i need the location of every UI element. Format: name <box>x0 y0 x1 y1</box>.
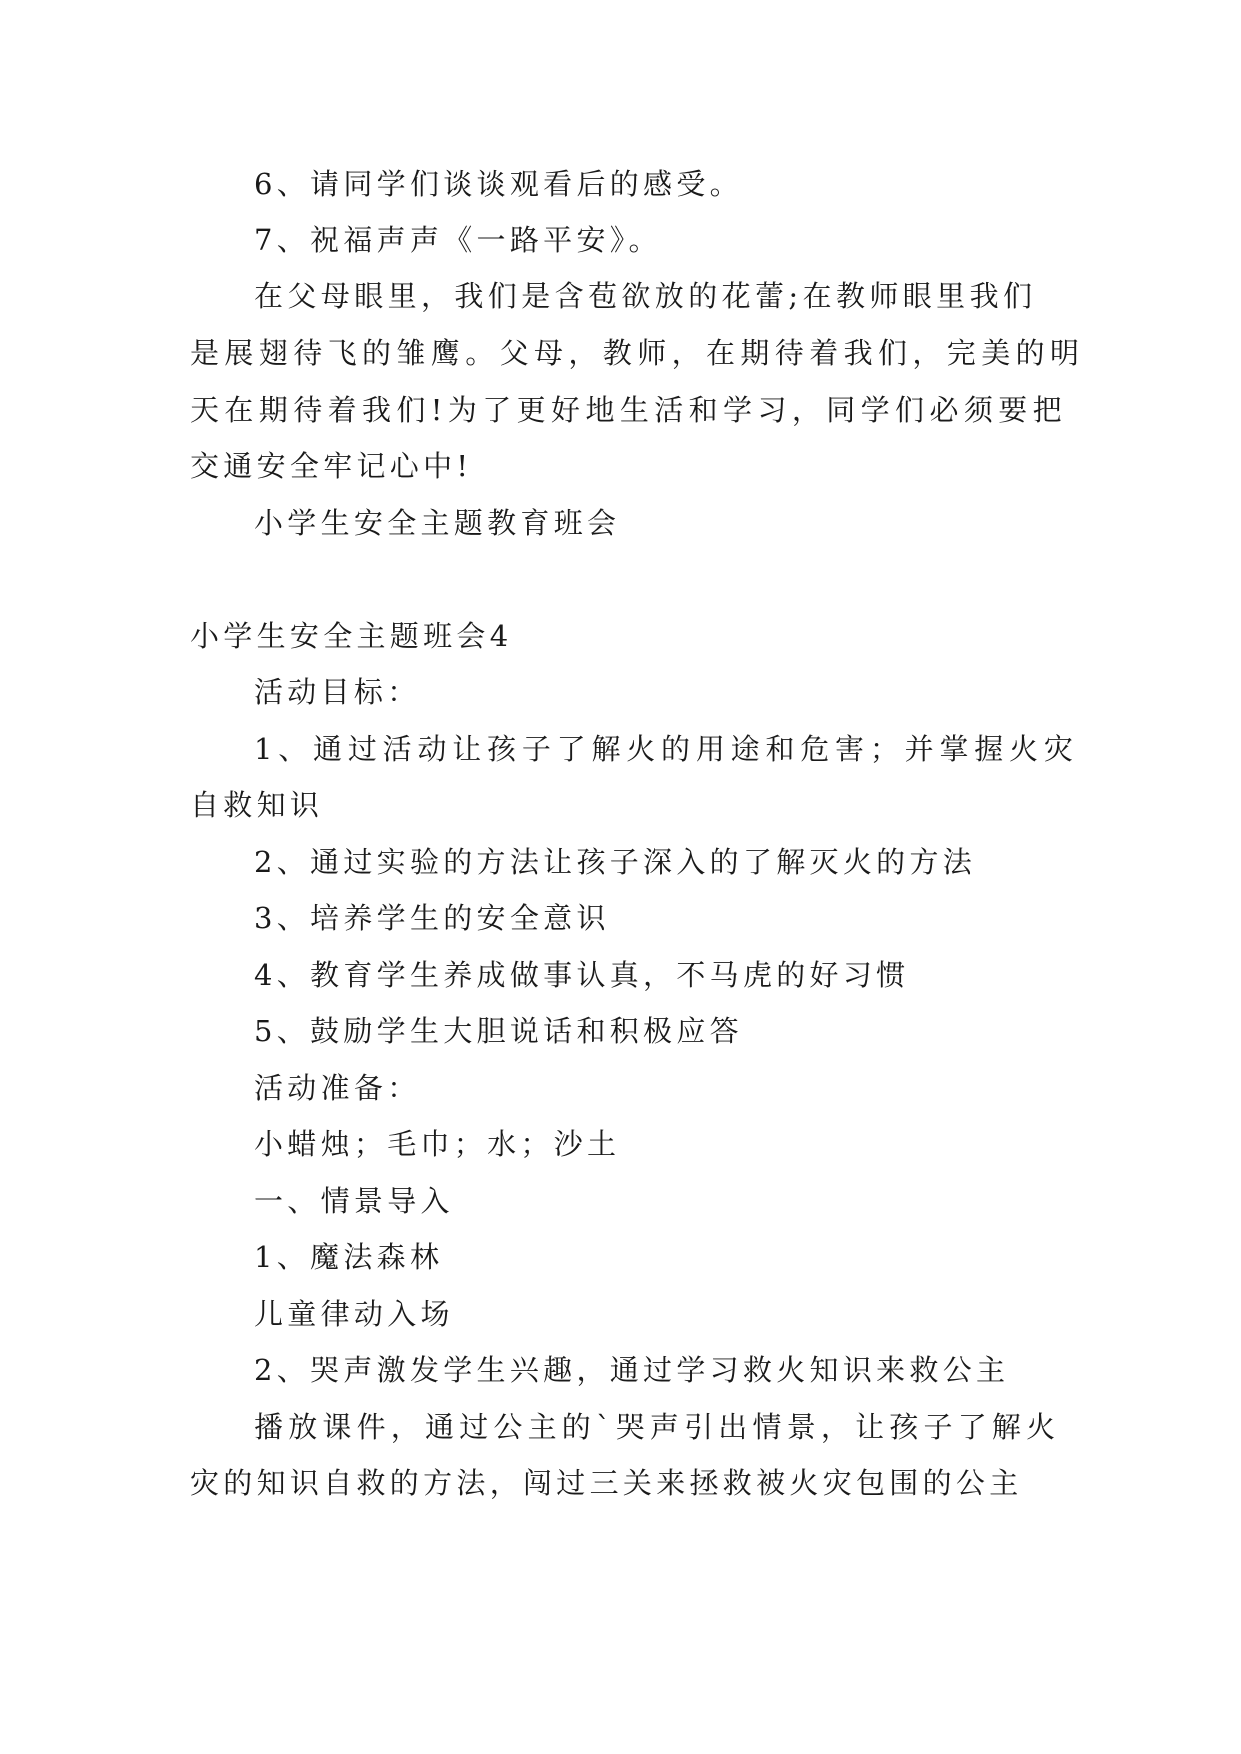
prep-heading: 活动准备： <box>254 1071 421 1105</box>
step-1-heading: 一、情景导入 <box>254 1184 454 1218</box>
goal-1-line-1: 1、通过活动让孩子了解火的用途和危害；并掌握火灾 <box>254 732 1079 766</box>
prep-items: 小蜡烛；毛巾；水；沙土 <box>254 1127 621 1161</box>
goals-heading: 活动目标： <box>254 675 421 709</box>
goal-3: 3、培养学生的安全意识 <box>254 901 610 935</box>
step-1-item-1: 1、魔法森林 <box>254 1240 444 1274</box>
closing-paragraph-line-4: 交通安全牢记心中! <box>190 449 473 483</box>
goal-4: 4、教育学生养成做事认真，不马虎的好习惯 <box>254 958 910 992</box>
intro-item-7: 7、祝福声声《一路平安》。 <box>254 223 662 257</box>
goal-5: 5、鼓励学生大胆说话和积极应答 <box>254 1014 743 1048</box>
step-1-item-2-detail-line-2: 灾的知识自救的方法，闯过三关来拯救被火灾包围的公主 <box>190 1466 1023 1500</box>
closing-paragraph-line-1: 在父母眼里，我们是含苞欲放的花蕾;在教师眼里我们 <box>254 279 1037 313</box>
goal-2: 2、通过实验的方法让孩子深入的了解灭火的方法 <box>254 845 977 879</box>
closing-paragraph-line-2: 是展翅待飞的雏鹰。父母，教师，在期待着我们，完美的明 <box>190 336 1085 370</box>
closing-paragraph-line-3: 天在期待着我们!为了更好地生活和学习，同学们必须要把 <box>190 393 1068 427</box>
closing-title: 小学生安全主题教育班会 <box>254 506 621 540</box>
step-1-item-2: 2、哭声激发学生兴趣，通过学习救火知识来救公主 <box>254 1353 1010 1387</box>
intro-item-6: 6、请同学们谈谈观看后的感受。 <box>254 167 743 201</box>
step-1-item-2-detail-line-1: 播放课件，通过公主的`哭声引出情景，让孩子了解火 <box>254 1410 1061 1444</box>
goal-1-line-2: 自救知识 <box>190 788 324 822</box>
step-1-item-1-detail: 儿童律动入场 <box>254 1297 454 1331</box>
section-heading: 小学生安全主题班会4 <box>190 619 513 653</box>
